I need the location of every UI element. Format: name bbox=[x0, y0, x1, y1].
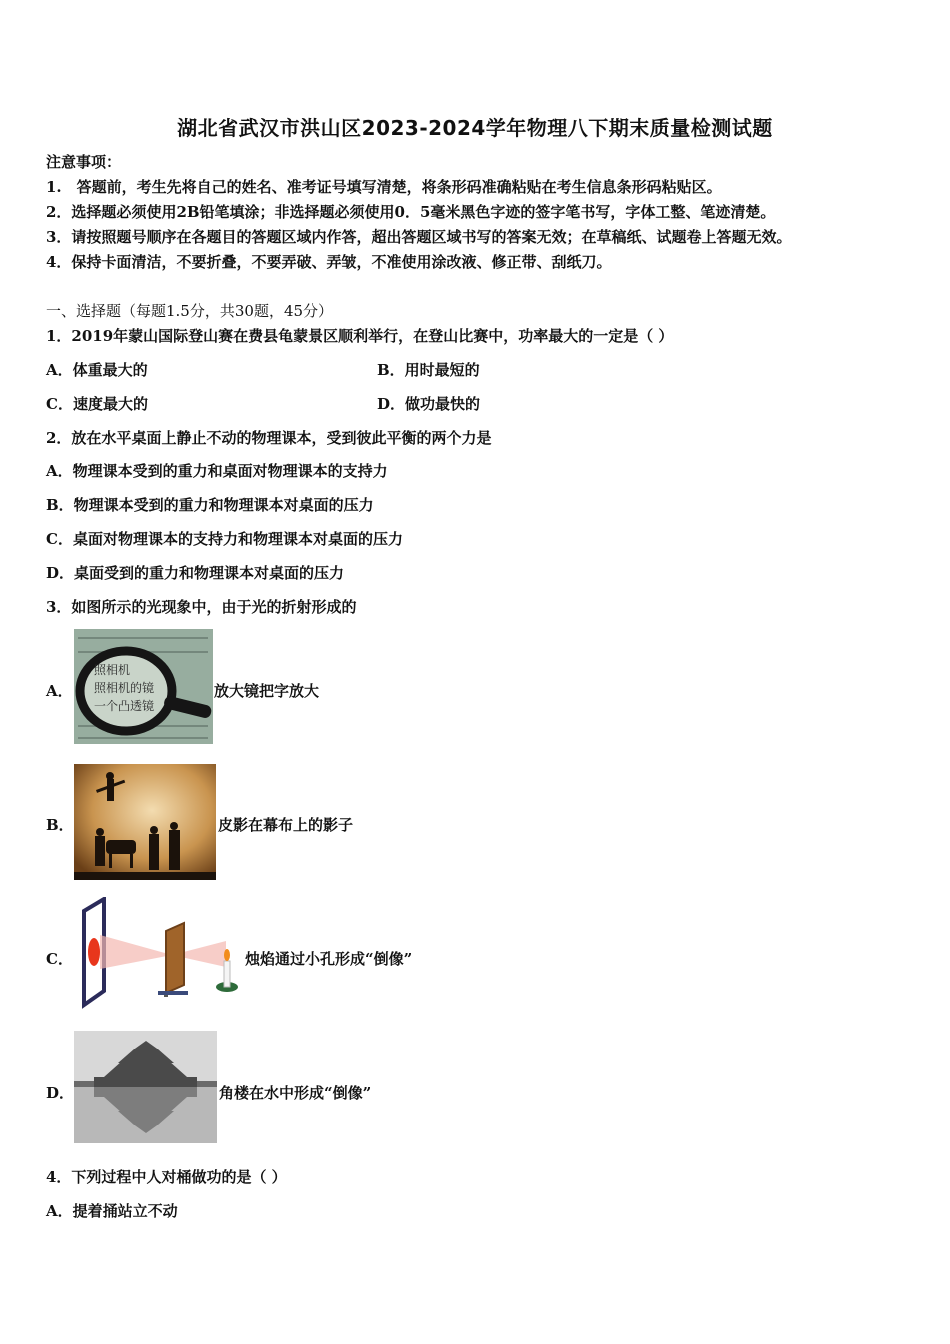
question-stem: 3．如图所示的光现象中，由于光的折射形成的 bbox=[46, 598, 357, 616]
image-text: 照相机的镜 bbox=[94, 681, 155, 695]
option-d[interactable]: D．桌面受到的重力和物理课本对桌面的压力 bbox=[46, 564, 345, 582]
option-d-label[interactable]: D． bbox=[46, 1084, 75, 1102]
notice-item: 2．选择题必须使用2B铅笔填涂；非选择题必须使用0．5毫米黑色字迹的签字笔书写，字体工整、笔迹清楚。 bbox=[46, 203, 776, 221]
option-b[interactable]: B．物理课本受到的重力和物理课本对桌面的压力 bbox=[46, 496, 374, 514]
question-stem: 2．放在水平桌面上静止不动的物理课本，受到彼此平衡的两个力是 bbox=[46, 429, 492, 447]
option-a-caption: 放大镜把字放大 bbox=[214, 682, 320, 700]
option-b-caption: 皮影在幕布上的影子 bbox=[218, 816, 354, 834]
option-a[interactable]: A．物理课本受到的重力和桌面对物理课本的支持力 bbox=[46, 462, 388, 480]
question-stem: 4．下列过程中人对桶做功的是（ ） bbox=[46, 1168, 287, 1186]
pinhole-icon bbox=[76, 897, 244, 1009]
section-heading: 一、选择题（每题1.5分，共30题，45分） bbox=[46, 302, 334, 320]
pinhole-image bbox=[76, 897, 244, 1009]
notice-heading: 注意事项： bbox=[46, 153, 122, 171]
option-c-caption: 烛焰通过小孔形成“倒像” bbox=[245, 950, 413, 968]
question-stem: 1．2019年蒙山国际登山赛在费县龟蒙景区顺利举行，在登山比赛中，功率最大的一定是（ ） bbox=[46, 327, 674, 345]
shadow-puppet-image bbox=[74, 764, 216, 880]
page-title: 湖北省武汉市洪山区2023-2024学年物理八下期末质量检测试题 bbox=[177, 116, 773, 140]
option-b-label[interactable]: B． bbox=[46, 816, 74, 834]
image-text: 照相机 bbox=[94, 663, 131, 677]
option-c[interactable]: C．桌面对物理课本的支持力和物理课本对桌面的压力 bbox=[46, 530, 403, 548]
corner-tower-icon bbox=[74, 1031, 217, 1143]
option-a[interactable]: A．提着捅站立不动 bbox=[46, 1202, 178, 1220]
option-c[interactable]: C．速度最大的 bbox=[46, 395, 148, 413]
notice-item: 3．请按照题号顺序在各题目的答题区域内作答，超出答题区域书写的答案无效；在草稿纸、试题卷上答题无效。 bbox=[46, 228, 792, 246]
option-d[interactable]: D．做功最快的 bbox=[377, 395, 481, 413]
magnifier-image bbox=[74, 629, 213, 744]
option-a[interactable]: A．体重最大的 bbox=[46, 361, 148, 379]
option-a-label[interactable]: A． bbox=[46, 682, 73, 700]
notice-item: 4．保持卡面清洁，不要折叠，不要弄破、弄皱，不准使用涂改液、修正带、刮纸刀。 bbox=[46, 253, 612, 271]
option-d-caption: 角楼在水中形成“倒像” bbox=[219, 1084, 372, 1102]
shadow-puppet-icon bbox=[74, 764, 216, 880]
option-b[interactable]: B．用时最短的 bbox=[377, 361, 480, 379]
corner-tower-image bbox=[74, 1031, 217, 1143]
option-c-label[interactable]: C． bbox=[46, 950, 73, 968]
notice-item: 1. 答题前，考生先将自己的姓名、准考证号填写清楚，将条形码准确粘贴在考生信息条形码粘贴区。 bbox=[46, 178, 722, 196]
image-text: 一个凸透镜 bbox=[94, 699, 155, 713]
